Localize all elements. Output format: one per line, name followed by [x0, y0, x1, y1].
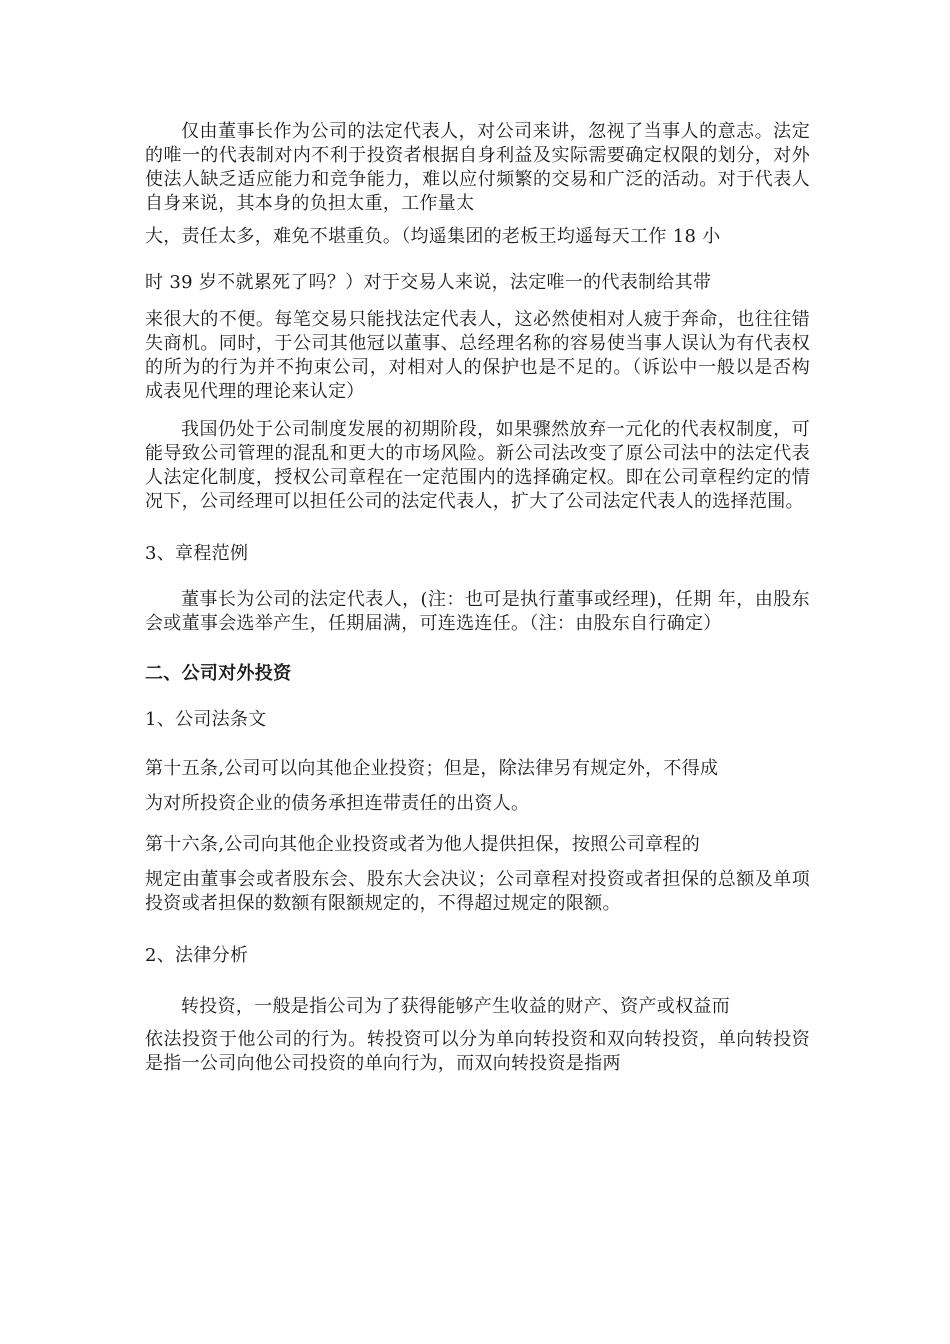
article-16 [145, 828, 810, 916]
paragraph-text: 大，责任太多，难免不堪重负。（均遥集团的老板王均遥每天工作 18 小 [145, 226, 721, 247]
article-text: 为对所投资企业的债务承担连带责任的出资人。 [145, 793, 530, 814]
article-text: 第十六条,公司向其他企业投资或者为他人提供担保，按照公司章程的 [145, 834, 701, 855]
paragraph-text: 时 39 岁不就累死了吗？）对于交易人来说，法定唯一的代表制给其带 [145, 272, 712, 293]
paragraph-legal-rep-reform: 我国仍处于公司制度发展的初期阶段，如果骤然放弃一元化的代表权制度，可能导致公司管理的混乱和更大的市场风险。新公司法改变了原公司法中的法定代表人法定化制度，授权公司章程在一定范围内的选择确定权。即在公司章程约定的情况下，公司经理可以担任公司的法定代表人，扩大了公司法定代表人的选择范围。 [145, 419, 810, 512]
article-15 [145, 754, 810, 824]
heading-legal-analysis: 2、法律分析 [145, 945, 249, 966]
paragraph-text: 来很大的不便。每笔交易只能找法定代表人，这必然使相对人疲于奔命，也往往错失商机。同时，于公司其他冠以董事、总经理名称的容易使当事人误认为有代表权的所为的行为并不拘束公司，对相对人的保护也是不足的。（诉讼中一般以是否构成表见代理的理论来认定） [145, 309, 810, 402]
document-page [145, 120, 810, 1086]
paragraph-charter-example: 董事长为公司的法定代表人，(注：也可是执行董事或经理)，任期 年，由股东会或董事会选举产生，任期届满，可连选连任。（注：由股东自行确定） [145, 589, 810, 634]
paragraph-transfer-investment [145, 990, 810, 1076]
heading-external-investment: 二、公司对外投资 [145, 663, 292, 684]
heading-charter-example: 3、章程范例 [145, 543, 249, 564]
paragraph-text: 依法投资于他公司的行为。转投资可以分为单向转投资和双向转投资，单向转投资是指一公司向他公司投资的单向行为，而双向转投资是指两 [145, 1029, 810, 1074]
paragraph-legal-rep-drawbacks [145, 120, 810, 404]
heading-company-law-articles: 1、公司法条文 [145, 709, 267, 730]
paragraph-text: 仅由董事长作为公司的法定代表人，对公司来讲，忽视了当事人的意志。法定的唯一的代表制对内不利于投资者根据自身利益及实际需要确定权限的划分，对外使法人缺乏适应能力和竞争能力，难以应付频繁的交易和广泛的活动。对于代表人自身来说，其本身的负担太重，工作量太 [145, 121, 810, 214]
article-text: 第十五条,公司可以向其他企业投资；但是，除法律另有规定外，不得成 [145, 758, 719, 779]
article-text: 规定由董事会或者股东会、股东大会决议；公司章程对投资或者担保的总额及单项投资或者担保的数额有限额规定的，不得超过规定的限额。 [145, 869, 810, 914]
paragraph-text: 转投资，一般是指公司为了获得能够产生收益的财产、资产或权益而 [181, 996, 730, 1017]
